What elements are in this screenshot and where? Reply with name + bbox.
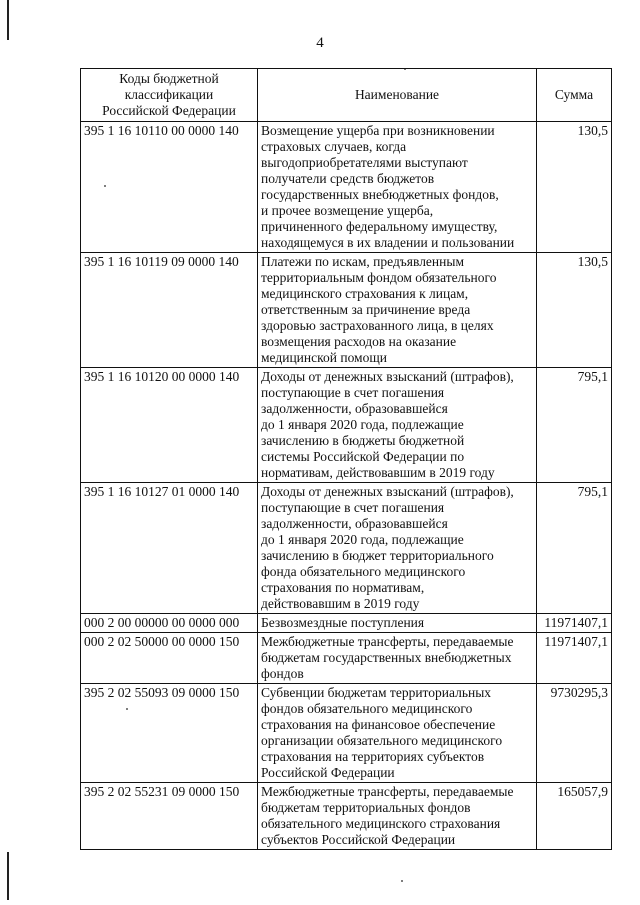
row-sum: 130,5 — [537, 122, 612, 253]
row-sum: 795,1 — [537, 368, 612, 483]
row-sum: 130,5 — [537, 253, 612, 368]
row-code: 000 2 02 50000 00 0000 150 — [81, 633, 258, 684]
row-name: Субвенции бюджетам территориальных фондов обязательного медицинского страхования на финансовое обеспечение организации обязательного медицинского страхования на территориях субъектов Российской Федерации — [258, 684, 537, 783]
row-sum: 795,1 — [537, 483, 612, 614]
row-code: 395 1 16 10127 01 0000 140 — [81, 483, 258, 614]
row-code: 395 1 16 10110 00 0000 140 — [81, 122, 258, 253]
row-name: Безвозмездные поступления — [258, 614, 537, 633]
row-name: Межбюджетные трансферты, передаваемые бюджетам территориальных фондов обязательного медицинского страхования субъектов Российской Федерации — [258, 783, 537, 850]
header-code: Коды бюджетной классификации Российской Федерации — [81, 69, 258, 122]
table-header-row — [81, 69, 612, 122]
table-row — [81, 253, 612, 368]
row-code: 395 1 16 10120 00 0000 140 — [81, 368, 258, 483]
row-sum: 165057,9 — [537, 783, 612, 850]
row-sum: 11971407,1 — [537, 633, 612, 684]
row-code: 395 2 02 55231 09 0000 150 — [81, 783, 258, 850]
row-name: Доходы от денежных взысканий (штрафов), поступающие в счет погашения задолженности, образовавшейся до 1 января 2020 года, подлежащие зачислению в бюджеты бюджетной системы Российской Федерации по нормативам, действовавшим в 2019 году — [258, 368, 537, 483]
margin-mark-bottom — [7, 852, 9, 900]
table-row — [81, 633, 612, 684]
row-sum: 9730295,3 — [537, 684, 612, 783]
table-row — [81, 684, 612, 783]
table-row — [81, 122, 612, 253]
table-row — [81, 614, 612, 633]
header-sum: Сумма — [537, 69, 612, 122]
row-code: 395 1 16 10119 09 0000 140 — [81, 253, 258, 368]
row-name: Межбюджетные трансферты, передаваемые бюджетам государственных внебюджетных фондов — [258, 633, 537, 684]
row-name: Платежи по искам, предъявленным территориальным фондом обязательного медицинского страхования к лицам, ответственным за причинение вреда здоровью застрахованного лица, в целях возмещения расходов на оказание медицинской помощи — [258, 253, 537, 368]
table-row — [81, 783, 612, 850]
row-name: Возмещение ущерба при возникновении страховых случаев, когда выгодоприобретателями выступают получатели средств бюджетов государственных внебюджетных фондов, и прочее возмещение ущерба, причиненного федеральному имуществу, находящемуся в их владении и пользовании — [258, 122, 537, 253]
budget-table — [80, 68, 612, 850]
row-sum: 11971407,1 — [537, 614, 612, 633]
header-name: Наименование — [258, 69, 537, 122]
table-row — [81, 483, 612, 614]
table-row — [81, 368, 612, 483]
scan-speck — [401, 880, 403, 882]
margin-mark-top — [7, 0, 9, 40]
page-number: 4 — [316, 35, 324, 51]
row-code: 000 2 00 00000 00 0000 000 — [81, 614, 258, 633]
row-name: Доходы от денежных взысканий (штрафов), поступающие в счет погашения задолженности, образовавшейся до 1 января 2020 года, подлежащие зачислению в бюджет территориального фонда обязательного медицинского страхования по нормативам, действовавшим в 2019 году — [258, 483, 537, 614]
row-code: 395 2 02 55093 09 0000 150 — [81, 684, 258, 783]
